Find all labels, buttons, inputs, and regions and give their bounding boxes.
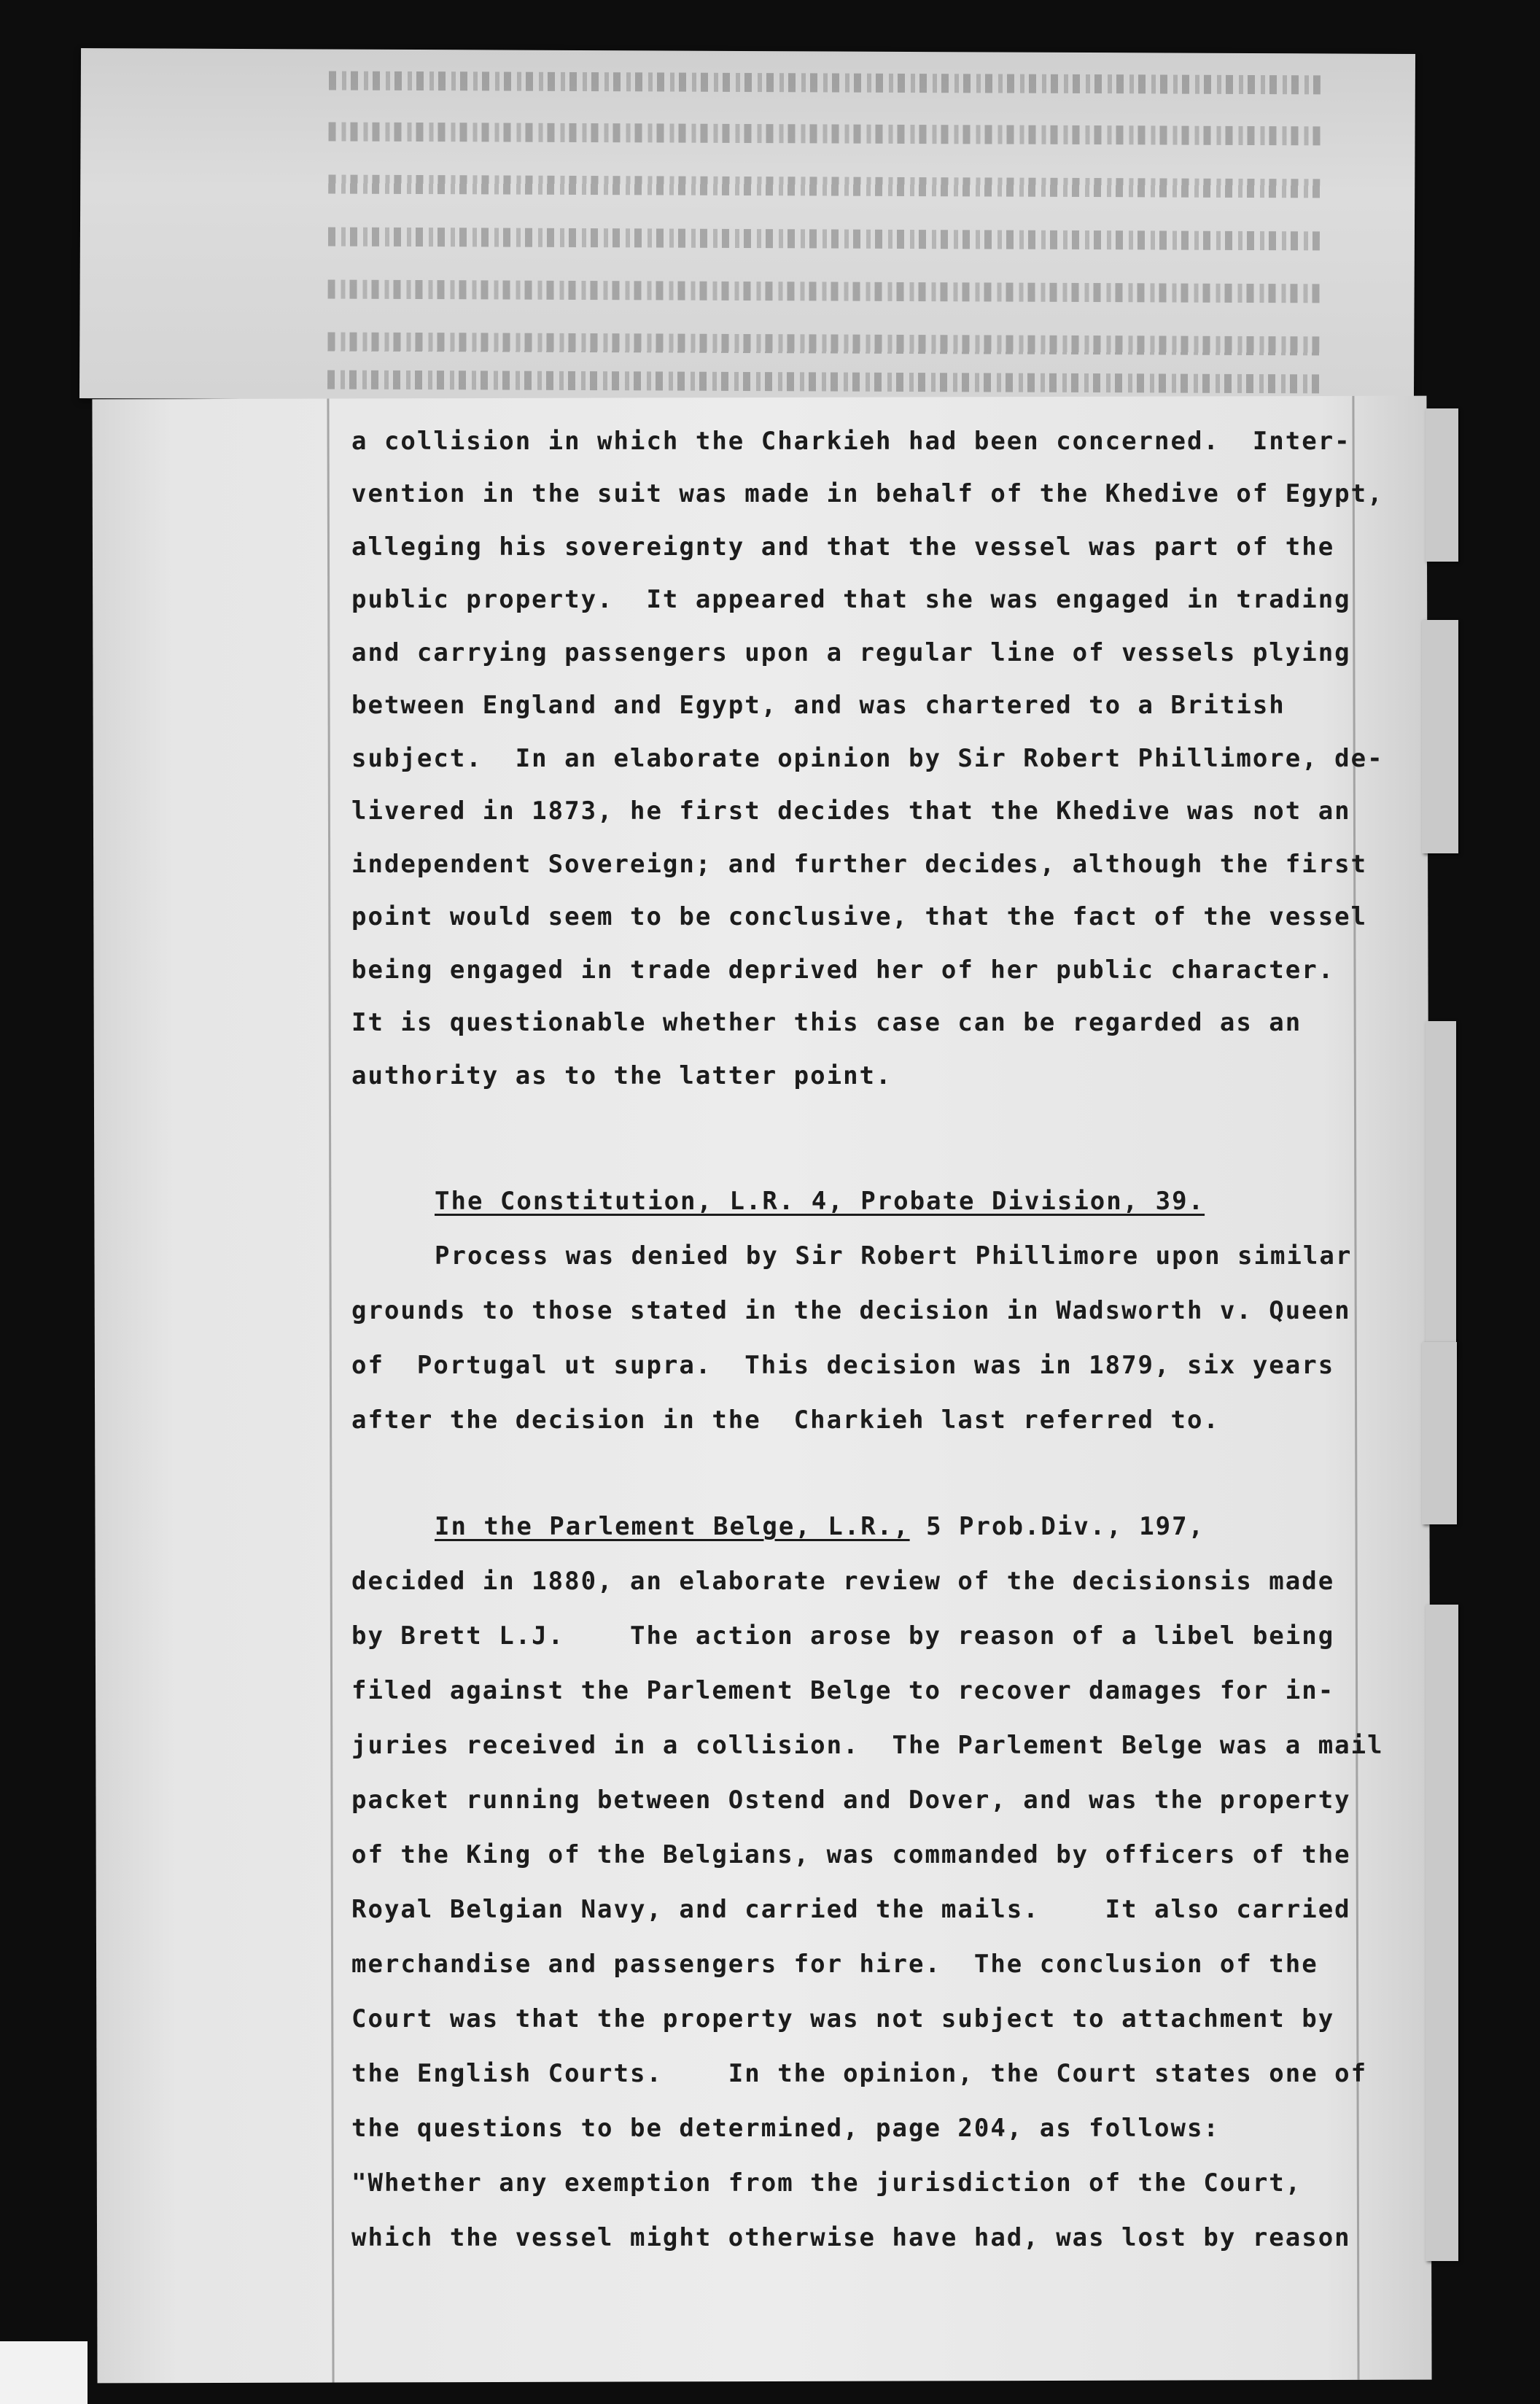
text-line: and carrying passengers upon a regular line of vessels plying [351, 638, 1351, 667]
text-line: livered in 1873, he first decides that the Khedive was not an [351, 796, 1351, 826]
text-line: alleging his sovereignty and that the vessel was part of the [351, 532, 1335, 562]
folded-top-sheet [79, 48, 1415, 404]
text-line: merchandise and passengers for hire. The conclusion of the [351, 1950, 1318, 1979]
text-line: being engaged in trade deprived her of her public character. [351, 955, 1335, 985]
text-line: Royal Belgian Navy, and carried the mails. It also carried [351, 1895, 1351, 1924]
parlement-heading-citation: 5 Prob.Div., 197, [909, 1512, 1205, 1541]
text-line: "Whether any exemption from the jurisdiction of the Court, [351, 2168, 1302, 2198]
section-heading-parlement-belge [435, 1512, 1205, 1541]
text-line: between England and Egypt, and was chartered to a British [351, 691, 1286, 720]
section-heading-constitution: The Constitution, L.R. 4, Probate Division, 39. [435, 1187, 1205, 1216]
text-line: It is questionable whether this case can be regarded as an [351, 1008, 1302, 1037]
text-line: Process was denied by Sir Robert Phillimore upon similar [435, 1241, 1353, 1271]
text-line: decided in 1880, an elaborate review of the decisionsis made [351, 1567, 1335, 1596]
text-line: packet running between Ostend and Dover, and was the property [351, 1785, 1351, 1815]
text-line: by Brett L.J. The action arose by reason of a libel being [351, 1621, 1335, 1651]
text-line: which the vessel might otherwise have had, was lost by reason [351, 2223, 1351, 2252]
text-line: point would seem to be conclusive, that the fact of the vessel [351, 902, 1368, 931]
text-line: vention in the suit was made in behalf of the Khedive of Egypt, [351, 479, 1384, 508]
text-line: juries received in a collision. The Parlement Belge was a mail [351, 1731, 1384, 1760]
text-line: a collision in which the Charkieh had been concerned. Inter- [351, 427, 1351, 456]
text-line: of the King of the Belgians, was commanded by officers of the [351, 1840, 1351, 1869]
text-line: public property. It appeared that she was engaged in trading [351, 585, 1351, 614]
text-line: after the decision in the Charkieh last referred to. [351, 1405, 1220, 1435]
text-line: independent Sovereign; and further decides, although the first [351, 850, 1368, 879]
text-line: the English Courts. In the opinion, the Court states one of [351, 2059, 1368, 2088]
text-line: the questions to be determined, page 204, as follows: [351, 2114, 1220, 2143]
text-line: subject. In an elaborate opinion by Sir Robert Phillimore, de- [351, 744, 1384, 773]
text-line: of Portugal ut supra. This decision was in 1879, six years [351, 1351, 1335, 1380]
text-line: filed against the Parlement Belge to recover damages for in- [351, 1676, 1335, 1705]
text-line: Court was that the property was not subject to attachment by [351, 2004, 1335, 2033]
parlement-heading-underlined: In the Parlement Belge, L.R., [435, 1512, 910, 1541]
text-line: grounds to those stated in the decision in Wadsworth v. Queen [351, 1296, 1351, 1325]
left-margin-rule [327, 399, 334, 2383]
text-line: authority as to the latter point. [351, 1061, 892, 1090]
corner-tab [0, 2341, 88, 2404]
